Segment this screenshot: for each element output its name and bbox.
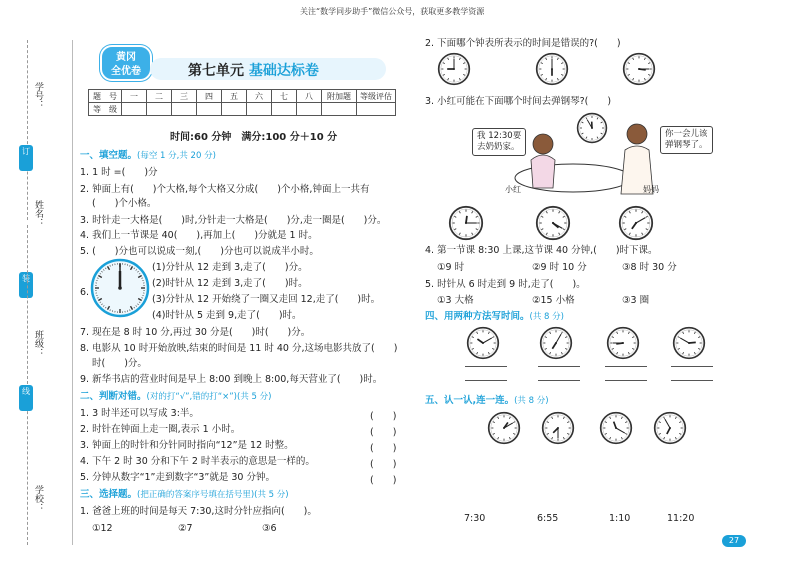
page-number: 27: [722, 535, 746, 547]
answer-paren[interactable]: ( ): [370, 443, 397, 454]
clock-icon: [618, 205, 654, 241]
section3-heading: [80, 489, 289, 501]
binding-tag-xian: 线: [19, 385, 33, 411]
section1-note: (每空 1 分,共 20 分): [137, 151, 216, 161]
score-cell: 四: [197, 90, 222, 103]
answer-paren[interactable]: ( ): [370, 475, 397, 486]
binding-line: [27, 40, 28, 220]
clock-icon: [539, 326, 573, 360]
score-cell: 八: [297, 90, 322, 103]
s3-q5: 5. 时针从 6 时走到 9 时,走了( )。: [425, 279, 586, 290]
s2-item: 5. 分钟从数字“1”走到数字“3”就是 30 分钟。: [80, 472, 275, 483]
clock-icon: [653, 411, 687, 445]
grade-input[interactable]: [197, 103, 222, 116]
s3-q1: 1. 爸爸上班的时间是每天 7:30,这时分针应指向( )。: [80, 506, 317, 517]
s3-q4-opt: ③8 时 30 分: [622, 262, 677, 273]
s1-q6-1: (1)分针从 12 走到 3,走了( )分。: [152, 262, 308, 273]
page-title: [188, 60, 319, 80]
s1-q3: 3. 时针走一大格是( )时,分针走一大格是( )分,走一圈是( )分。: [80, 215, 387, 226]
s2-item: 1. 3 时半还可以写成 3:半。: [80, 408, 199, 419]
section1-heading: [80, 150, 216, 162]
grade-input[interactable]: [297, 103, 322, 116]
answer-line[interactable]: [671, 380, 713, 381]
score-cell: 三: [172, 90, 197, 103]
s3-q4-opt: ②9 时 10 分: [532, 262, 587, 273]
s1-q6-2: (2)时针从 12 走到 3,走了( )时。: [152, 278, 308, 289]
clock-icon: [622, 52, 656, 86]
section5-title: 五、认一认,连一连。: [425, 395, 515, 406]
grade-input[interactable]: [122, 103, 147, 116]
s1-q7: 7. 现在是 8 时 10 分,再过 30 分是( )时( )分。: [80, 327, 311, 338]
clock-icon: [448, 205, 484, 241]
wall-clock-icon: [576, 112, 608, 144]
score-cell: 七: [272, 90, 297, 103]
answer-line[interactable]: [465, 380, 507, 381]
s1-q6-4: (4)时针从 5 走到 9,走了( )时。: [152, 310, 302, 321]
logo-line1: 黄冈: [116, 52, 136, 63]
title-highlight: 基础达标卷: [248, 63, 319, 79]
score-cell: 等 级: [89, 103, 122, 116]
s1-q1: 1. 1 时 =( )分: [80, 167, 158, 178]
s3-q4-opt: ①9 时: [437, 262, 465, 273]
score-cell: 附加题: [322, 90, 357, 103]
section2-note: (对的打“√”,错的打“×”)(共 5 分): [146, 392, 272, 402]
s1-q2a: 2. 钟面上有( )个大格,每个大格又分成( )个小格,钟面上一共有: [80, 184, 370, 195]
clock-icon: [466, 326, 500, 360]
s2-item: 2. 时针在钟面上走一圈,表示 1 小时。: [80, 424, 241, 435]
s1-q6-num: 6.: [80, 287, 90, 298]
s1-q5: 5. ( )分也可以说成一刻,( )分也可以说成半小时。: [80, 246, 319, 257]
answer-line[interactable]: [465, 366, 507, 367]
score-cell: 五: [222, 90, 247, 103]
s3-q4: 4. 第一节课 8:30 上课,这节课 40 分钟,( )时下课。: [425, 245, 658, 256]
answer-line[interactable]: [538, 366, 580, 367]
clock-icon: [606, 326, 640, 360]
section2-heading: [80, 391, 271, 403]
answer-line[interactable]: [671, 366, 713, 367]
answer-line[interactable]: [538, 380, 580, 381]
section4-note: (共 8 分): [529, 312, 564, 322]
s3-q5-opt: ①3 大格: [437, 295, 474, 306]
time-label[interactable]: 1:10: [609, 513, 631, 524]
time-label[interactable]: 11:20: [667, 513, 695, 524]
score-cell: 一: [122, 90, 147, 103]
section5-note: (共 8 分): [514, 396, 549, 406]
binding-tag-seal: 装: [19, 272, 33, 298]
grade-input[interactable]: [172, 103, 197, 116]
exam-meta: 时间:60 分钟 满分:100 分＋10 分: [170, 132, 338, 143]
margin-line: [72, 40, 73, 545]
header-note: 关注“数学同步助手”微信公众号，获取更多教学资源: [300, 7, 485, 16]
score-cell: 等级评估: [357, 90, 396, 103]
answer-paren[interactable]: ( ): [370, 427, 397, 438]
answer-line[interactable]: [605, 380, 647, 381]
clock-icon: [487, 411, 521, 445]
logo-line2: 全优卷: [111, 66, 141, 77]
s3-q1-opt: ③6: [262, 523, 277, 534]
clock-icon: [535, 52, 569, 86]
score-cell: 题 号: [89, 90, 122, 103]
grade-input[interactable]: [357, 103, 396, 116]
score-cell: 六: [247, 90, 272, 103]
grade-input[interactable]: [147, 103, 172, 116]
s2-item: 4. 下午 2 时 30 分和下午 2 时半表示的意思是一样的。: [80, 456, 315, 467]
grade-input[interactable]: [272, 103, 297, 116]
speech-bubble-mom: 你一会儿该 弹钢琴了。: [660, 126, 713, 154]
s3-q1-opt: ②7: [178, 523, 193, 534]
clock-icon: [672, 326, 706, 360]
name-label: 姓名：: [33, 200, 43, 227]
answer-paren[interactable]: ( ): [370, 459, 397, 470]
section5-heading: [425, 395, 549, 407]
score-table: [88, 89, 396, 116]
speech-bubble-girl: 我 12:30要 去奶奶家。: [472, 128, 526, 156]
time-label[interactable]: 7:30: [464, 513, 486, 524]
s2-item: 3. 钟面上的时针和分针同时指向“12”是 12 时整。: [80, 440, 294, 451]
grade-input[interactable]: [247, 103, 272, 116]
s3-q2: 2. 下面哪个钟表所表示的时间是错误的?( ): [425, 38, 621, 49]
mom-label: 妈妈: [643, 185, 659, 194]
clock-face-q6: [90, 258, 150, 318]
binding-tag-ding: 订: [19, 145, 33, 171]
clock-icon: [437, 52, 471, 86]
score-grade-row: [89, 103, 396, 116]
grade-input[interactable]: [322, 103, 357, 116]
section3-title: 三、选择题。: [80, 489, 138, 500]
s1-q8a: 8. 电影从 10 时开始放映,结束的时间是 11 时 40 分,这场电影共放了( ): [80, 343, 398, 354]
section4-title: 四、用两种方法写时间。: [425, 311, 530, 322]
answer-paren[interactable]: ( ): [370, 411, 397, 422]
clock-icon: [541, 411, 575, 445]
section2-title: 二、判断对错。: [80, 391, 147, 402]
time-label[interactable]: 6:55: [537, 513, 559, 524]
girl-label: 小红: [505, 185, 521, 194]
s1-q9: 9. 新华书店的营业时间是早上 8:00 到晚上 8:00,每天营业了( )时。: [80, 374, 383, 385]
student-no-label: 学号：: [33, 82, 43, 109]
class-label: 班级：: [33, 330, 43, 357]
s1-q6-3: (3)分针从 12 开始绕了一圈又走回 12,走了( )时。: [152, 294, 381, 305]
brand-logo: [100, 45, 152, 81]
score-header-row: [89, 90, 396, 103]
clock-icon: [535, 205, 571, 241]
school-label: 学校：: [33, 485, 43, 512]
s1-q2b: ( )个小格。: [92, 198, 157, 209]
s1-q4: 4. 我们上一节课是 40( ),再加上( )分就是 1 时。: [80, 230, 318, 241]
section3-note: (把正确的答案序号填在括号里)(共 5 分): [137, 490, 289, 500]
title-unit: 第七单元: [188, 63, 244, 79]
s3-q5-opt: ②15 小格: [532, 295, 575, 306]
s3-q3: 3. 小红可能在下面哪个时间去弹钢琴?( ): [425, 96, 612, 107]
answer-line[interactable]: [605, 366, 647, 367]
score-cell: 二: [147, 90, 172, 103]
s3-q1-opt: ①12: [92, 523, 113, 534]
grade-input[interactable]: [222, 103, 247, 116]
clock-icon: [599, 411, 633, 445]
section1-title: 一、填空题。: [80, 150, 138, 161]
s3-q5-opt: ③3 圈: [622, 295, 650, 306]
section4-heading: [425, 311, 564, 323]
s1-q8b: 时( )分。: [92, 358, 147, 369]
